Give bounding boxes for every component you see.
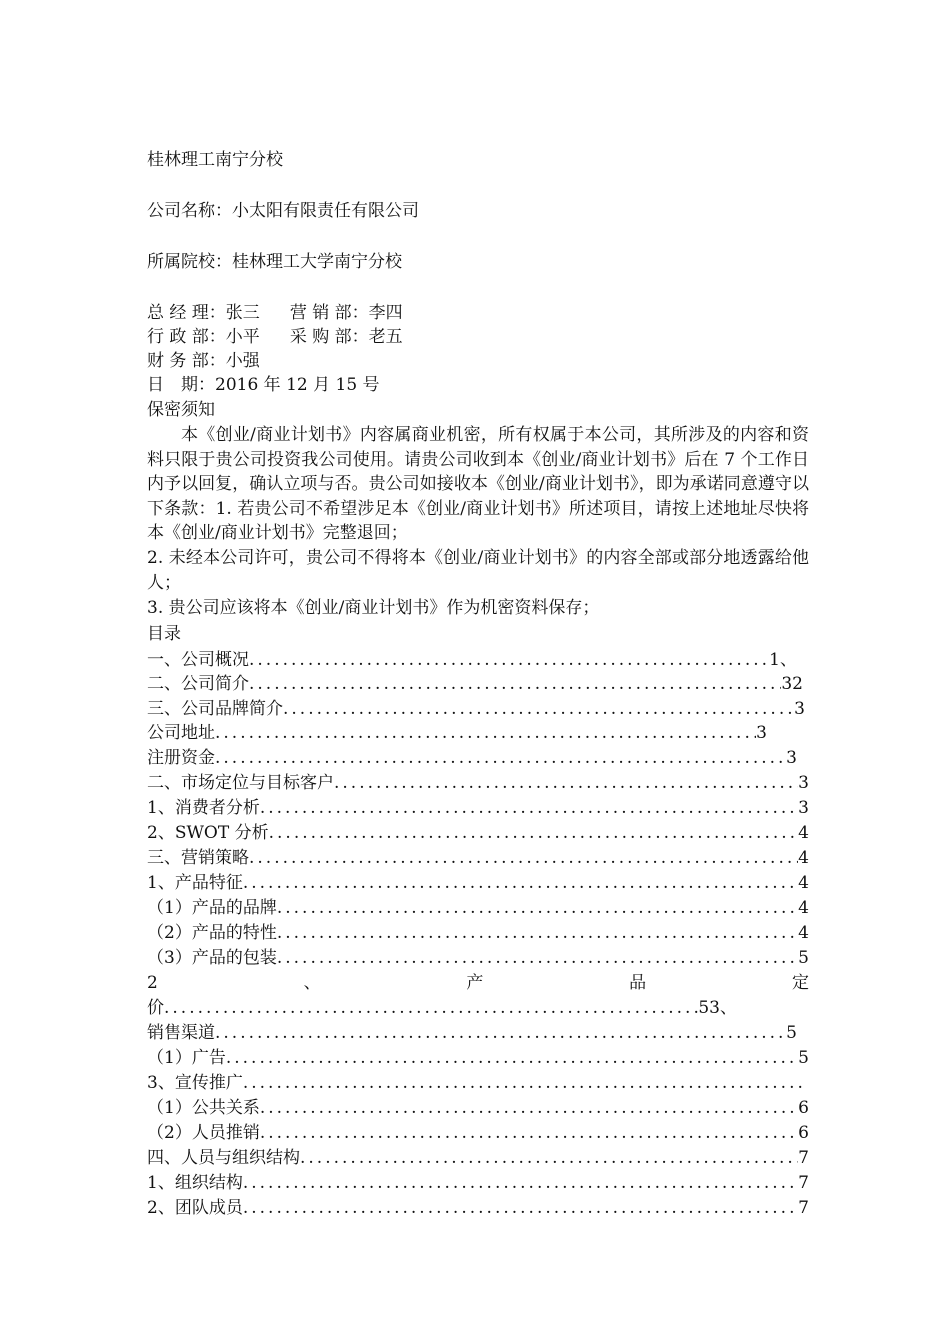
toc-label: （1）产品的品牌: [147, 898, 277, 918]
toc-label: 3、宣传推广: [147, 1073, 243, 1093]
school-title: 桂林理工南宁分校: [147, 150, 283, 170]
toc-label: （2）产品的特性: [147, 923, 277, 943]
toc-entry[interactable]: [147, 648, 797, 672]
toc-entry[interactable]: [147, 721, 767, 745]
confidential-paragraph-1: 本《创业/商业计划书》内容属商业机密，所有权属于本公司，其所涉及的内容和资料只限于贵公司投资我公司使用。请贵公司收到本《创业/商业计划书》后在 7 个工作日内予以回复，确认立项与否。贵公司如接收本《创业/商业计划书》，即为承诺同意遵守以下条款：1. 若贵公司不希望涉足本《创业/商业计划书》所述项目，请按上述地址尽快将本《创业/商业计划书》完整退回；: [147, 425, 809, 543]
toc-entry[interactable]: [147, 771, 809, 795]
purchasing-dept: 采 购 部：老五: [289, 327, 403, 347]
toc-label: （1）公共关系: [147, 1098, 260, 1118]
toc-leader: [164, 996, 698, 1020]
toc-page: 5: [786, 1023, 797, 1043]
toc-page: 3: [786, 748, 797, 768]
confidential-paragraph-2: 2. 未经本公司许可，贵公司不得将本《创业/商业计划书》的内容全部或部分地透露给他人；: [147, 548, 809, 593]
toc-leader: [243, 1196, 798, 1220]
toc-entry[interactable]: [147, 1096, 809, 1120]
toc-label: 销售渠道: [147, 1023, 215, 1043]
toc-leader: [215, 1021, 786, 1045]
toc-leader: [334, 771, 798, 795]
spread-char: 2: [147, 973, 158, 993]
toc-page: 4: [798, 898, 809, 918]
staff-row-2: [147, 325, 403, 349]
toc-label: 公司品牌简介: [181, 699, 283, 719]
toc-leader: [260, 796, 798, 820]
toc-entry[interactable]: [147, 1046, 809, 1070]
toc-page: 4: [798, 823, 809, 843]
toc-entry[interactable]: [147, 1121, 809, 1145]
toc-leader: [226, 1046, 798, 1070]
toc-leader: [300, 1146, 798, 1170]
toc-entry[interactable]: [147, 846, 809, 870]
college-line: 所属院校：桂林理工大学南宁分校: [147, 252, 402, 272]
toc-leader: [215, 746, 786, 770]
spread-char: 、: [303, 973, 321, 993]
spread-char: 品: [629, 973, 647, 993]
toc-page: 7: [798, 1173, 809, 1193]
toc-label: 四、人员与组织结构: [147, 1148, 300, 1168]
toc-label: 注册资金: [147, 748, 215, 768]
toc-leader: [243, 1071, 802, 1095]
toc-page: 4: [798, 848, 809, 868]
toc-leader: [277, 946, 798, 970]
toc-leader: [277, 896, 798, 920]
toc-number: 一、: [147, 650, 181, 670]
toc-page: 7: [798, 1198, 809, 1218]
toc-leader: [249, 846, 798, 870]
toc-leader: [243, 871, 798, 895]
toc-entry[interactable]: [147, 796, 809, 820]
toc-page: 6: [798, 1098, 809, 1118]
toc-entry[interactable]: [147, 697, 805, 721]
toc-label: 二、市场定位与目标客户: [147, 773, 334, 793]
general-manager: 总 经 理：张三: [147, 303, 260, 323]
toc-label: 2、团队成员: [147, 1198, 243, 1218]
toc-page: 3: [798, 773, 809, 793]
toc-label: 公司地址: [147, 723, 215, 743]
staff-row-1: [147, 301, 403, 325]
spread-char: 产: [466, 973, 484, 993]
finance-dept: 财 务 部：小强: [147, 351, 260, 371]
toc-entry[interactable]: [147, 921, 809, 945]
toc-page: 5: [798, 1048, 809, 1068]
toc-entry[interactable]: [147, 996, 737, 1020]
toc-leader: [260, 1121, 798, 1145]
toc-label: 价: [147, 998, 164, 1018]
toc-label: 2、SWOT 分析: [147, 823, 269, 843]
toc-leader: [249, 672, 781, 696]
toc-page: 5: [798, 948, 809, 968]
date-line: 日 期：2016 年 12 月 15 号: [147, 375, 380, 395]
toc-page: 3: [794, 699, 805, 719]
toc-entry[interactable]: [147, 1196, 809, 1220]
toc-number: 二、: [147, 674, 181, 694]
toc-label: 1、消费者分析: [147, 798, 260, 818]
toc-page: 1、: [769, 650, 797, 670]
toc-leader: [243, 1171, 798, 1195]
confidential-paragraph-3: 3. 贵公司应该将本《创业/商业计划书》作为机密资料保存；: [147, 598, 600, 618]
toc-entry[interactable]: [147, 896, 809, 920]
toc-label: 公司简介: [181, 674, 249, 694]
toc-leader: [277, 921, 798, 945]
toc-page: 32: [781, 674, 803, 694]
toc-leader: [269, 821, 799, 845]
toc-entry[interactable]: [147, 746, 797, 770]
toc-entry[interactable]: [147, 1071, 802, 1095]
toc-label: （1）广告: [147, 1048, 226, 1068]
toc-label: 公司概况: [181, 650, 249, 670]
toc-entry[interactable]: [147, 1146, 809, 1170]
admin-dept: 行 政 部：小平: [147, 327, 260, 347]
toc-label: （2）人员推销: [147, 1123, 260, 1143]
toc-spread-line: [147, 971, 809, 995]
toc-page: 3: [756, 723, 767, 743]
toc-label: 三、营销策略: [147, 848, 249, 868]
toc-number: 三、: [147, 699, 181, 719]
toc-page: 4: [798, 923, 809, 943]
toc-entry[interactable]: [147, 821, 809, 845]
toc-page: 7: [798, 1148, 809, 1168]
toc-page: 3: [798, 798, 809, 818]
toc-title: 目录: [147, 624, 181, 644]
toc-label: 1、组织结构: [147, 1173, 243, 1193]
toc-leader: [283, 697, 794, 721]
toc-label: 1、产品特征: [147, 873, 243, 893]
toc-leader: [260, 1096, 798, 1120]
spread-char: 定: [791, 973, 809, 993]
company-name-line: 公司名称：小太阳有限责任有限公司: [147, 201, 419, 221]
toc-page: 4: [798, 873, 809, 893]
confidential-title: 保密须知: [147, 400, 215, 420]
toc-page: 6: [798, 1123, 809, 1143]
toc-entry[interactable]: [147, 1171, 809, 1195]
toc-label: （3）产品的包装: [147, 948, 277, 968]
toc-leader: [215, 721, 756, 745]
marketing-dept: 营 销 部：李四: [289, 303, 403, 323]
toc-entry[interactable]: [147, 871, 809, 895]
toc-leader: [249, 648, 769, 672]
toc-entry[interactable]: [147, 672, 803, 696]
toc-entry[interactable]: [147, 946, 809, 970]
toc-entry[interactable]: [147, 1021, 797, 1045]
toc-page: 53、: [698, 998, 737, 1018]
